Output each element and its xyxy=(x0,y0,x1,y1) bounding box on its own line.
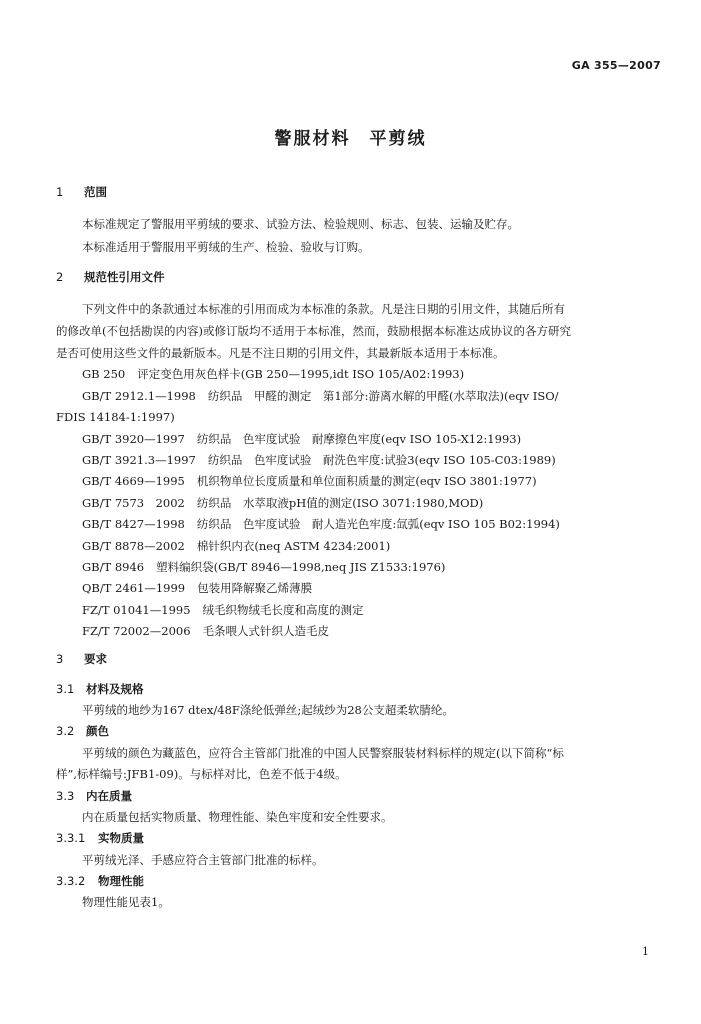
reference-code: GB/T 8427—1998 xyxy=(82,517,185,531)
paragraph: 平剪绒的地纱为167 dtex/48F涤纶低弹丝;起绒纱为28公支超柔软腈纶。 xyxy=(82,703,454,717)
subsection-3-1-heading xyxy=(56,681,144,697)
reference-code: QB/T 2461—1999 xyxy=(82,581,186,595)
reference-text: 塑料编织袋(GB/T 8946—1998,neq JIS Z1533:1976) xyxy=(156,560,446,574)
subsection-3-2-heading xyxy=(56,723,109,739)
paragraph: 样”,标样编号:JFB1-09)。与标样对比，色差不低于4级。 xyxy=(56,767,347,781)
document-title: 警服材料 平剪绒 xyxy=(274,129,427,149)
reference-item xyxy=(82,473,537,489)
reference-text: 毛条喂人式针织人造毛皮 xyxy=(202,624,330,638)
reference-item xyxy=(82,431,521,447)
reference-code: GB/T 8946 xyxy=(82,560,145,574)
reference-code: GB/T 4669—1995 xyxy=(82,474,185,488)
reference-text: 绒毛织物绒毛长度和高度的测定 xyxy=(202,603,364,617)
reference-item xyxy=(82,623,329,639)
reference-code: GB/T 2912.1—1998 xyxy=(82,389,196,403)
section-number: 3.3.1 xyxy=(56,831,86,845)
section-title: 实物质量 xyxy=(98,831,144,845)
reference-item xyxy=(82,538,390,554)
reference-code: GB 250 xyxy=(82,367,126,381)
reference-item xyxy=(82,580,312,596)
paragraph: 是否可使用这些文件的最新版本。凡是不注日期的引用文件，其最新版本适用于本标准。 xyxy=(56,346,505,360)
section-number: 3.2 xyxy=(56,724,75,738)
reference-text: 纺织品 水萃取液pH值的测定(ISO 3071:1980,MOD) xyxy=(196,496,484,510)
section-title: 范围 xyxy=(84,185,107,199)
reference-text: 纺织品 色牢度试验 耐摩擦色牢度(eqv ISO 105-X12:1993) xyxy=(196,432,522,446)
reference-item xyxy=(82,388,559,404)
section-number: 3 xyxy=(56,652,64,666)
subsection-3-3-2-heading xyxy=(56,873,144,889)
paragraph: 平剪绒光泽、手感应符合主管部门批准的标样。 xyxy=(82,853,324,867)
paragraph: 本标准适用于警服用平剪绒的生产、检验、验收与订购。 xyxy=(82,240,370,254)
reference-item xyxy=(82,559,445,575)
section-title: 颜色 xyxy=(86,724,109,738)
subsection-3-3-1-heading xyxy=(56,830,144,846)
section-title: 内在质量 xyxy=(86,789,132,803)
paragraph: 的修改单(不包括勘误的内容)或修订版均不适用于本标准，然而，鼓励根据本标准达成协议的各方研究 xyxy=(56,324,571,338)
reference-text: 纺织品 色牢度试验 耐洗色牢度:试验3(eqv ISO 105-C03:1989) xyxy=(207,453,556,467)
reference-text: 棉针织内衣(neq ASTM 4234:2001) xyxy=(196,539,391,553)
section-title: 材料及规格 xyxy=(86,682,144,696)
section-number: 3.3.2 xyxy=(56,874,86,888)
reference-code: GB/T 3921.3—1997 xyxy=(82,453,196,467)
section-number: 1 xyxy=(56,185,64,199)
page-number: 1 xyxy=(642,945,649,958)
reference-item xyxy=(82,366,464,382)
section-title: 物理性能 xyxy=(98,874,144,888)
reference-text: 机织物单位长度质量和单位面积质量的测定(eqv ISO 3801:1977) xyxy=(196,474,537,488)
paragraph: 平剪绒的颜色为藏蓝色，应符合主管部门批准的中国人民警察服装材料标样的规定(以下简称“标 xyxy=(82,746,564,760)
section-title: 要求 xyxy=(84,652,107,666)
reference-item xyxy=(82,495,483,511)
reference-item xyxy=(82,516,560,532)
paragraph: 本标准规定了警服用平剪绒的要求、试验方法、检验规则、标志、包装、运输及贮存。 xyxy=(82,217,519,231)
section-number: 2 xyxy=(56,270,64,284)
reference-code: GB/T 3920—1997 xyxy=(82,432,185,446)
paragraph: 下列文件中的条款通过本标准的引用而成为本标准的条款。凡是注日期的引用文件，其随后所有 xyxy=(82,302,565,316)
section-number: 3.1 xyxy=(56,682,75,696)
section-2-heading xyxy=(56,269,165,285)
reference-text: 纺织品 甲醛的测定 第1部分:游离水解的甲醛(水萃取法)(eqv ISO/ xyxy=(207,389,559,403)
standard-code: GA 355—2007 xyxy=(571,59,661,72)
subsection-3-3-heading xyxy=(56,788,132,804)
reference-continuation: FDIS 14184-1:1997) xyxy=(56,410,175,424)
reference-text: 包装用降解聚乙烯薄膜 xyxy=(197,581,313,595)
reference-code: FZ/T 72002—2006 xyxy=(82,624,191,638)
section-title: 规范性引用文件 xyxy=(84,270,165,284)
reference-item xyxy=(82,602,364,618)
section-number: 3.3 xyxy=(56,789,75,803)
section-1-heading xyxy=(56,184,107,200)
reference-item xyxy=(82,452,556,468)
paragraph: 物理性能见表1。 xyxy=(82,895,170,909)
reference-text: 评定变色用灰色样卡(GB 250—1995,idt ISO 105/A02:1993) xyxy=(137,367,465,381)
section-3-heading xyxy=(56,651,107,667)
paragraph: 内在质量包括实物质量、物理性能、染色牢度和安全性要求。 xyxy=(82,810,393,824)
reference-code: GB/T 8878—2002 xyxy=(82,539,185,553)
reference-code: FZ/T 01041—1995 xyxy=(82,603,191,617)
reference-code: GB/T 7573 2002 xyxy=(82,496,185,510)
reference-text: 纺织品 色牢度试验 耐人造光色牢度:氙弧(eqv ISO 105 B02:1994) xyxy=(196,517,560,531)
